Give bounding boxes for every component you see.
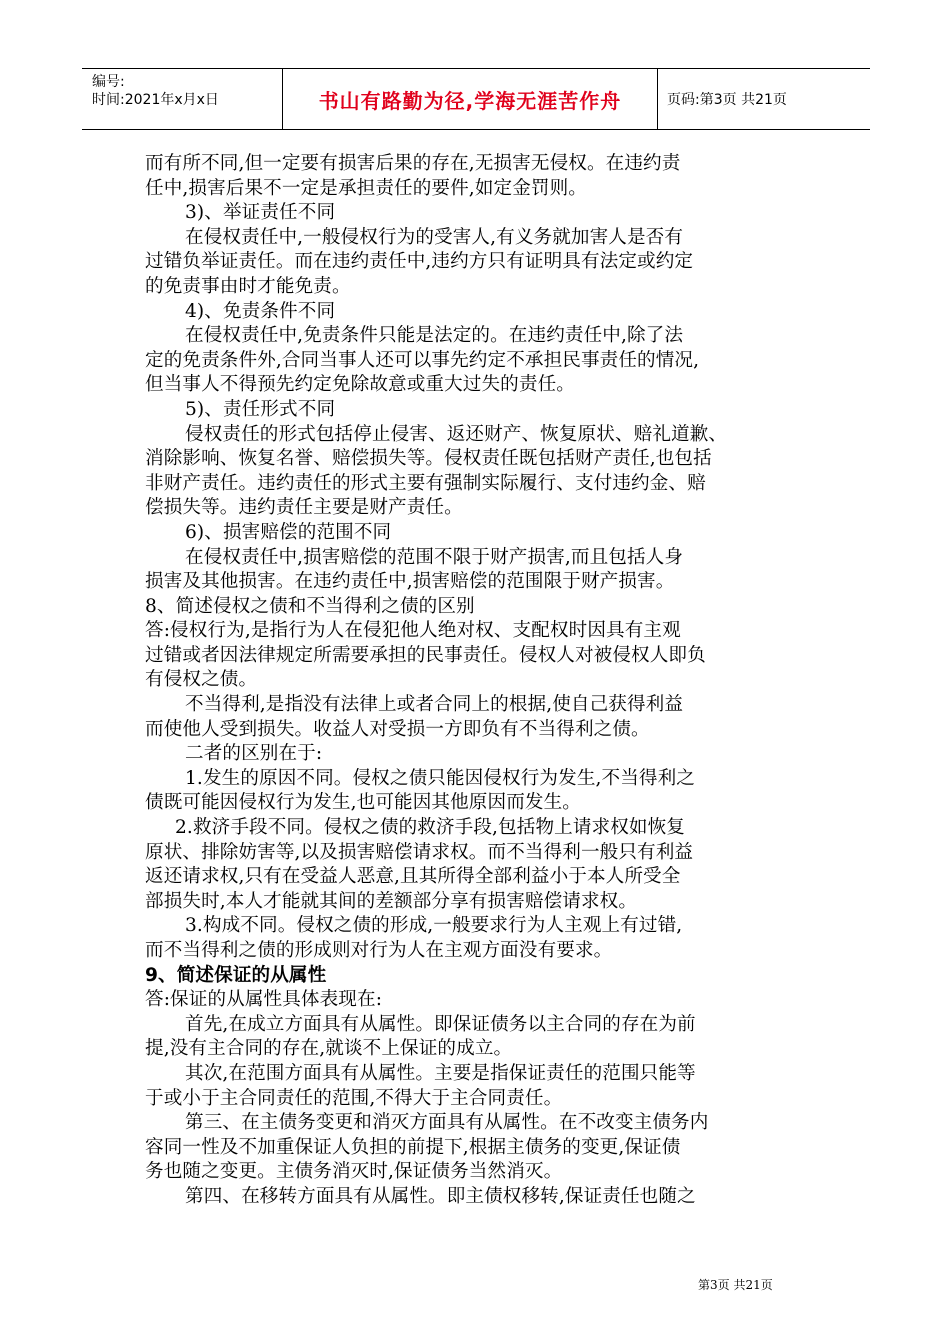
body-line: 3.构成不同。侵权之债的形成,一般要求行为人主观上有过错, (185, 915, 683, 937)
body-line: 而有所不同,但一定要有损害后果的存在,无损害无侵权。在违约责 (145, 153, 681, 174)
subheading: 4)、免责条件不同 (185, 300, 336, 322)
body-line: 答:侵权行为,是指行为人在侵犯他人绝对权、支配权时因具有主观 (145, 620, 681, 642)
body-line: 其次,在范围方面具有从属性。主要是指保证责任的范围只能等 (185, 1062, 696, 1084)
header-motto-cell (282, 69, 658, 129)
body-line: 首先,在成立方面具有从属性。即保证债务以主合同的存在为前 (185, 1013, 696, 1035)
body-line: 务也随之变更。主债务消灭时,保证债务当然消灭。 (145, 1161, 563, 1183)
subheading: 6)、损害赔偿的范围不同 (185, 521, 392, 543)
body-line: 侵权责任的形式包括停止侵害、返还财产、恢复原状、赔礼道歉、 (185, 423, 728, 445)
body-line: 损害及其他损害。在违约责任中,损害赔偿的范围限于财产损害。 (145, 571, 675, 593)
header-page-number: 页码:第3页 共21页 (667, 92, 787, 108)
body-line: 返还请求权,只有在受益人恶意,且其所得全部利益小于本人所受全 (145, 866, 681, 888)
body-line: 二者的区别在于: (185, 743, 323, 765)
body-line: 在侵权责任中,损害赔偿的范围不限于财产损害,而且包括人身 (185, 546, 684, 568)
header-page-cell (657, 69, 870, 129)
body-line: 1.发生的原因不同。侵权之债只能因侵权行为发生,不当得利之 (185, 767, 695, 789)
subheading: 5)、责任形式不同 (185, 398, 336, 420)
question-heading: 8、简述侵权之债和不当得利之债的区别 (145, 595, 475, 617)
body-line: 在侵权责任中,一般侵权行为的受害人,有义务就加害人是否有 (185, 226, 684, 248)
body-line: 偿损失等。违约责任主要是财产责任。 (145, 497, 463, 519)
body-line: 提,没有主合同的存在,就谈不上保证的成立。 (145, 1038, 513, 1060)
body-line: 2.救济手段不同。侵权之债的救济手段,包括物上请求权如恢复 (175, 817, 685, 839)
page-header (82, 68, 870, 130)
body-line: 消除影响、恢复名誉、赔偿损失等。侵权责任既包括财产责任,也包括 (145, 448, 712, 470)
body-line: 于或小于主合同责任的范围,不得大于主合同责任。 (145, 1087, 563, 1109)
body-line: 而使他人受到损失。收益人对受损一方即负有不当得利之债。 (145, 718, 650, 740)
document-date-label: 时间:2021年x月x日 (92, 92, 219, 108)
body-line: 任中,损害后果不一定是承担责任的要件,如定金罚则。 (145, 177, 587, 199)
body-line: 在侵权责任中,免责条件只能是法定的。在违约责任中,除了法 (185, 325, 684, 347)
motto-text: 书山有路勤为径,学海无涯苦作舟 (318, 88, 622, 113)
body-line: 过错或者因法律规定所需要承担的民事责任。侵权人对被侵权人即负 (145, 644, 706, 666)
document-body (145, 152, 810, 1210)
body-line: 部损失时,本人才能就其间的差额部分享有损害赔偿请求权。 (145, 890, 638, 912)
body-line: 答:保证的从属性具体表现在: (145, 989, 383, 1011)
body-line: 但当事人不得预先约定免除故意或重大过失的责任。 (145, 374, 575, 396)
body-line: 容同一性及不加重保证人负担的前提下,根据主债务的变更,保证债 (145, 1136, 681, 1158)
document-number-label: 编号: (92, 74, 125, 90)
body-line: 不当得利,是指没有法律上或者合同上的根据,使自己获得利益 (185, 694, 684, 716)
body-line: 有侵权之债。 (145, 669, 258, 691)
body-line: 的免责事由时才能免责。 (145, 275, 351, 297)
body-line: 过错负举证责任。而在违约责任中,违约方只有证明具有法定或约定 (145, 251, 694, 273)
body-line: 第四、在移转方面具有从属性。即主债权移转,保证责任也随之 (185, 1185, 696, 1207)
body-line: 原状、排除妨害等,以及损害赔偿请求权。而不当得利一般只有利益 (145, 841, 694, 863)
body-line: 债既可能因侵权行为发生,也可能因其他原因而发生。 (145, 792, 581, 814)
body-line: 定的免责条件外,合同当事人还可以事先约定不承担民事责任的情况, (145, 349, 700, 371)
subheading: 3)、举证责任不同 (185, 202, 336, 224)
question-heading: 9、简述保证的从属性 (145, 964, 327, 986)
page-footer: 第3页 共21页 (698, 1278, 773, 1292)
body-line: 第三、在主债务变更和消灭方面具有从属性。在不改变主债务内 (185, 1112, 709, 1134)
body-line: 而不当得利之债的形成则对行为人在主观方面没有要求。 (145, 940, 613, 961)
header-meta-cell (82, 69, 282, 129)
body-line: 非财产责任。违约责任的形式主要有强制实际履行、支付违约金、赔 (145, 472, 706, 494)
